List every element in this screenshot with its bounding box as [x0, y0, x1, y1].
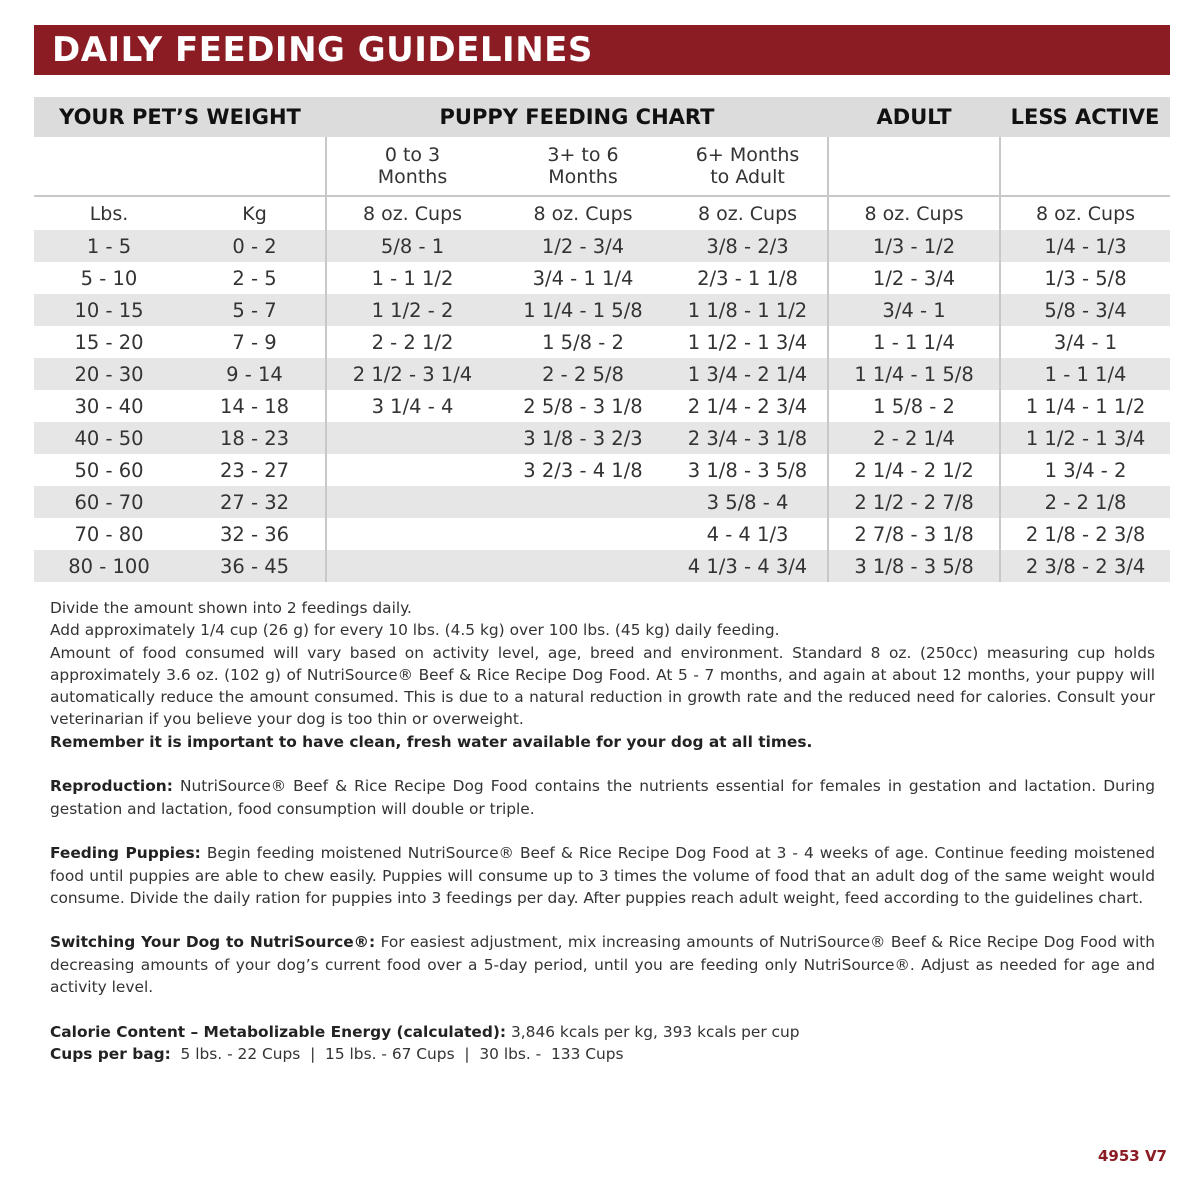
cell-less-active: 1 3/4 - 2 [1000, 454, 1170, 486]
cell-lbs: 40 - 50 [34, 422, 184, 454]
cell-puppy-0-3 [326, 550, 498, 582]
unit-cups: 8 oz. Cups [533, 202, 633, 225]
cell-adult: 3/4 - 1 [828, 294, 1000, 326]
page-title: DAILY FEEDING GUIDELINES [52, 30, 593, 70]
cell-lbs: 20 - 30 [34, 358, 184, 390]
table-row [34, 454, 1170, 486]
cell-puppy-0-3 [326, 422, 498, 454]
cell-puppy-0-3 [326, 454, 498, 486]
cell-adult: 1 5/8 - 2 [828, 390, 1000, 422]
cell-kg: 27 - 32 [184, 486, 326, 518]
feeding-puppies-paragraph: Feeding Puppies: Begin feeding moistened NutriSource® Beef & Rice Recipe Dog Food at 3 - 4 weeks of age. Continue feeding moistened food until puppies are able to chew easily. Puppies will consume up to 3 times the volume of food that an adult dog of the same weight would consume. Divide the daily ration for puppies into 3 feedings per day. After puppies reach adult weight, feed according to the guidelines chart. [50, 844, 1155, 907]
cell-puppy-3-6: 1/2 - 3/4 [498, 230, 668, 262]
cell-puppy-3-6 [498, 518, 668, 550]
unit-cups: 8 oz. Cups [326, 196, 498, 230]
cell-puppy-0-3 [326, 486, 498, 518]
unit-cups: 8 oz. Cups [697, 202, 798, 225]
puppy-header: PUPPY FEEDING CHART [326, 97, 828, 137]
cell-lbs: 5 - 10 [80, 266, 138, 290]
cell-puppy-3-6: 1 5/8 - 2 [542, 330, 624, 354]
cell-puppy-6-adult: 3/8 - 2/3 [668, 230, 828, 262]
cell-kg: 7 - 9 [232, 330, 277, 354]
note-water: Remember it is important to have clean, fresh water available for your dog at all times. [50, 732, 813, 751]
cell-lbs: 60 - 70 [34, 486, 184, 518]
cell-less-active: 1 - 1 1/4 [1000, 358, 1170, 390]
table-row [34, 326, 1170, 358]
unit-cups: 8 oz. Cups [1000, 196, 1170, 230]
unit-cups: 8 oz. Cups [828, 196, 1000, 230]
table-row [34, 390, 1170, 422]
cell-puppy-6-adult: 1 3/4 - 2 1/4 [668, 358, 828, 390]
cell-puppy-3-6: 1 1/4 - 1 5/8 [498, 294, 668, 326]
age-0-3-header: 0 to 3 Months [326, 137, 498, 196]
age-3-6-header: 3+ to 6 Months [498, 137, 668, 196]
age-6-adult-header: 6+ Months to Adult [668, 137, 828, 196]
cell-adult: 1/3 - 1/2 [828, 230, 1000, 262]
cell-puppy-3-6 [498, 486, 668, 518]
cell-puppy-3-6: 3 1/8 - 3 2/3 [498, 422, 668, 454]
cell-puppy-0-3: 2 - 2 1/2 [326, 326, 498, 358]
cell-lbs: 30 - 40 [74, 394, 144, 418]
table-row [34, 358, 1170, 390]
cell-puppy-3-6: 2 5/8 - 3 1/8 [523, 394, 643, 418]
cell-puppy-3-6: 3 2/3 - 4 1/8 [523, 458, 643, 482]
cell-kg: 23 - 27 [219, 458, 290, 482]
cell-less-active: 1/3 - 5/8 [1000, 262, 1170, 294]
cell-puppy-6-adult: 2 3/4 - 3 1/8 [668, 422, 828, 454]
cell-puppy-6-adult: 1 1/2 - 1 3/4 [687, 330, 808, 354]
note-add: Add approximately 1/4 cup (26 g) for every 10 lbs. (4.5 kg) over 100 lbs. (45 kg) daily feeding. [50, 621, 780, 640]
cell-puppy-6-adult: 2/3 - 1 1/8 [697, 266, 798, 290]
units-row [34, 196, 1170, 230]
cell-puppy-6-adult: 1 1/8 - 1 1/2 [668, 294, 828, 326]
cell-less-active: 2 - 2 1/8 [1000, 486, 1170, 518]
cell-adult: 2 - 2 1/4 [828, 422, 1000, 454]
cell-kg: 9 - 14 [184, 358, 326, 390]
cell-kg: 32 - 36 [219, 522, 290, 546]
reproduction-paragraph: Reproduction: NutriSource® Beef & Rice Recipe Dog Food contains the nutrients essential for females in gestation and lactation. During gestation and lactation, food consumption will double or triple. [50, 777, 1155, 818]
table-row [34, 550, 1170, 582]
table-row [34, 230, 1170, 262]
cell-puppy-0-3: 1 - 1 1/2 [326, 262, 498, 294]
cell-lbs: 1 - 5 [34, 230, 184, 262]
cell-puppy-3-6: 2 - 2 5/8 [498, 358, 668, 390]
cell-kg: 0 - 2 [184, 230, 326, 262]
cell-lbs: 50 - 60 [74, 458, 144, 482]
unit-lbs: Lbs. [89, 202, 129, 225]
feeding-table [34, 97, 1170, 582]
cell-adult: 1/2 - 3/4 [828, 262, 1000, 294]
table-row [34, 422, 1170, 454]
unit-kg: Kg [242, 202, 267, 225]
cell-kg: 5 - 7 [184, 294, 326, 326]
table-row [34, 518, 1170, 550]
adult-header: ADULT [828, 97, 1000, 137]
cell-adult: 2 7/8 - 3 1/8 [828, 518, 1000, 550]
cell-less-active: 3/4 - 1 [1000, 326, 1170, 358]
weight-header: YOUR PET’S WEIGHT [34, 97, 326, 137]
cell-adult: 2 1/2 - 2 7/8 [828, 486, 1000, 518]
note-divide: Divide the amount shown into 2 feedings daily. [50, 599, 412, 617]
product-code: 4953 V7 [1097, 1147, 1167, 1165]
cell-puppy-6-adult: 3 5/8 - 4 [668, 486, 828, 518]
cell-kg: 36 - 45 [184, 550, 326, 582]
cell-puppy-6-adult: 4 1/3 - 4 3/4 [668, 550, 828, 582]
cell-less-active: 1/4 - 1/3 [1000, 230, 1170, 262]
cell-puppy-6-adult: 2 1/4 - 2 3/4 [687, 394, 808, 418]
cell-puppy-6-adult: 3 1/8 - 3 5/8 [687, 458, 808, 482]
cell-less-active: 1 1/2 - 1 3/4 [1000, 422, 1170, 454]
calorie-content: Calorie Content – Metabolizable Energy (calculated): 3,846 kcals per kg, 393 kcals per cup [50, 1022, 800, 1041]
cell-kg: 18 - 23 [184, 422, 326, 454]
cell-kg: 14 - 18 [219, 394, 290, 418]
cell-less-active: 5/8 - 3/4 [1000, 294, 1170, 326]
cell-adult: 3 1/8 - 3 5/8 [828, 550, 1000, 582]
cell-puppy-3-6 [498, 550, 668, 582]
cell-puppy-0-3: 3 1/4 - 4 [326, 390, 498, 422]
cell-kg: 2 - 5 [232, 266, 277, 290]
cell-adult: 1 - 1 1/4 [828, 326, 1000, 358]
table-row [34, 486, 1170, 518]
age-header-row [34, 137, 1170, 196]
cell-puppy-0-3 [326, 518, 498, 550]
switching-paragraph: Switching Your Dog to NutriSource®: For easiest adjustment, mix increasing amounts of NutriSource® Beef & Rice Recipe Dog Food with decreasing amounts of your dog’s current food over a 5-day period, until you are feeding only NutriSource®. Adjust as needed for age and activity level. [50, 933, 1156, 997]
table-row [34, 294, 1170, 326]
cell-less-active: 2 3/8 - 2 3/4 [1000, 550, 1170, 582]
less-active-header: LESS ACTIVE [1000, 97, 1170, 137]
cell-adult: 2 1/4 - 2 1/2 [828, 454, 1000, 486]
cell-puppy-0-3: 5/8 - 1 [326, 230, 498, 262]
title-banner [34, 25, 1170, 75]
cell-lbs: 15 - 20 [74, 330, 144, 354]
cell-less-active: 1 1/4 - 1 1/2 [1000, 390, 1170, 422]
cell-lbs: 80 - 100 [34, 550, 184, 582]
cell-lbs: 10 - 15 [34, 294, 184, 326]
table-row [34, 262, 1170, 294]
cell-puppy-3-6: 3/4 - 1 1/4 [532, 266, 634, 290]
cell-adult: 1 1/4 - 1 5/8 [828, 358, 1000, 390]
feeding-notes [50, 597, 1155, 1065]
cell-puppy-0-3: 2 1/2 - 3 1/4 [326, 358, 498, 390]
note-amount: Amount of food consumed will vary based on activity level, age, breed and environment. Standard 8 oz. (250cc) measuring cup holds approximately 3.6 oz. (102 g) of NutriSource® Beef & Rice Recipe Dog Food. At 5 - 7 months, and again at about 12 months, your puppy will automatically reduce the amount consumed. This is due to a natural reduction in growth rate and the reduced need for calories. Consult your veterinarian if you believe your dog is too thin or overweight. [50, 643, 1155, 729]
cell-less-active: 2 1/8 - 2 3/8 [1000, 518, 1170, 550]
cups-per-bag: Cups per bag: 5 lbs. - 22 Cups | 15 lbs. - 67 Cups | 30 lbs. - 133 Cups [50, 1044, 624, 1063]
cell-lbs: 70 - 80 [74, 522, 144, 546]
cell-puppy-0-3: 1 1/2 - 2 [326, 294, 498, 326]
table-header-row [34, 97, 1170, 137]
cell-puppy-6-adult: 4 - 4 1/3 [706, 522, 789, 546]
